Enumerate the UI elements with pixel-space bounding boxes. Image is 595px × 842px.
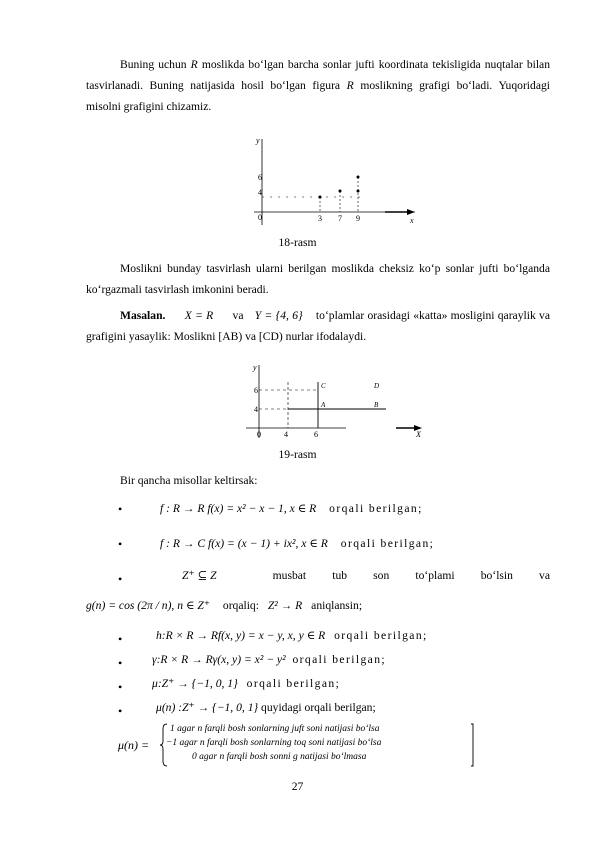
math-expression: f : R → C f(x) = (x − 1) + ix², x ∈ R <box>160 537 328 550</box>
text: orqali berilgan; <box>246 677 341 690</box>
example-label: Masalan. <box>120 309 166 322</box>
bullet-icon: • <box>118 680 123 694</box>
tick-y-6: 6 <box>258 173 262 182</box>
figure-19 <box>246 360 436 440</box>
point-D-label: D <box>374 382 380 390</box>
text: to‘plamlar orasidagi «katta» mosligini qaraylik va grafigini yasaylik: Moslikni [AB) va [CD) nurlar ifodalaydi. <box>86 309 550 343</box>
text: tub <box>332 569 348 582</box>
text: moslikning grafigi bo‘ladi. Yuqoridagi misolni grafigini chizamiz. <box>86 79 550 113</box>
math-R: R <box>346 79 354 92</box>
text: aniqlansin; <box>311 599 363 612</box>
list-item <box>152 650 584 670</box>
text: moslikda bo‘lgan barcha sonlar jufti koordinata tekisligida nuqtalar bilan tasvirlanadi. Buning natijasida hosil bo‘lgan figura <box>86 58 551 92</box>
tick-x-9: 9 <box>356 214 360 223</box>
point <box>357 190 360 193</box>
tick-x-4: 4 <box>284 430 288 439</box>
paragraph-intro <box>86 54 550 117</box>
text: quyidagi orqali berilgan; <box>261 701 376 714</box>
bullet-icon: • <box>118 537 123 551</box>
page-number: 27 <box>291 780 304 793</box>
paragraph-2: Moslikni bunday tasvirlash ularni berilgan moslikda cheksiz ko‘p sonlar jufti bo‘lganda ko‘rgazmali tasvirlash imkonini beradi. <box>86 262 550 296</box>
text: va <box>232 309 244 322</box>
math-expression: Z² → R <box>267 599 303 612</box>
math-expression: Z⁺ ⊆ Z <box>182 569 217 582</box>
origin-label: 0 <box>257 430 261 439</box>
math-R: R <box>190 58 198 71</box>
bullet-icon: • <box>118 632 123 646</box>
formula-lhs: μ(n) = <box>118 738 150 752</box>
paragraph-example <box>86 305 550 347</box>
tick-y-6: 6 <box>254 386 258 395</box>
bullet-icon: • <box>118 502 123 516</box>
text: orqali berilgan; <box>292 653 387 666</box>
tick-x-3: 3 <box>318 214 322 223</box>
text: orqali berilgan; <box>334 629 428 642</box>
point-C-label: C <box>321 382 326 390</box>
point-B-label: B <box>374 401 379 409</box>
formula-case-1: 1 agar n farqli bosh sonlarning juft soni natijasi bo‘lsa <box>170 724 380 734</box>
math-expression: μ(n) :Z⁺ → {−1, 0, 1} <box>156 701 259 714</box>
text: orqali berilgan; <box>340 537 435 550</box>
x-axis-label: x <box>410 216 414 225</box>
piecewise-formula <box>118 722 498 768</box>
list-item <box>160 499 592 519</box>
bullet-icon: • <box>118 572 123 586</box>
y-axis-label: y <box>253 363 257 372</box>
formula-case-3: 0 agar n farqli bosh sonni g natijasi bo‘lmasa <box>192 752 367 762</box>
formula-case-2: −1 agar n farqli bosh sonlarning toq soni natijasi bo‘lsa <box>166 738 382 748</box>
math-expression: h:R × R → Rf(x, y) = x − y, x, y ∈ R <box>156 629 326 642</box>
list-item <box>156 698 588 718</box>
y-axis-label: y <box>256 136 260 145</box>
list-item <box>152 674 584 694</box>
bullet-icon: • <box>118 656 123 670</box>
math-expression: f : R → R f(x) = x² − x − 1, x ∈ R <box>160 502 317 515</box>
text: son <box>373 569 390 582</box>
list-item-continued <box>86 596 518 616</box>
text: bo‘lsin <box>480 569 513 582</box>
point-A-label: A <box>321 401 326 409</box>
right-brace-icon <box>470 723 476 767</box>
figure-18 <box>250 133 430 228</box>
math-x-eq: X = R <box>184 309 214 322</box>
text: va <box>539 569 550 582</box>
math-y-eq: Y = {4, 6} <box>254 309 303 322</box>
text: orqali berilgan; <box>329 502 423 515</box>
tick-y-4: 4 <box>254 405 258 414</box>
figure-18-caption: 18-rasm <box>278 236 317 249</box>
tick-y-4: 4 <box>258 188 262 197</box>
tick-x-7: 7 <box>338 214 342 223</box>
origin-label: 0 <box>258 213 262 222</box>
text: Buning uchun <box>120 58 187 71</box>
list-item <box>150 566 550 586</box>
point <box>357 176 360 179</box>
figure-19-caption: 19-rasm <box>278 448 317 461</box>
bullet-icon: • <box>118 704 123 718</box>
point <box>319 196 322 199</box>
x-axis-label: X <box>416 430 421 439</box>
math-expression: μ:Z⁺ → {−1, 0, 1} <box>152 677 238 690</box>
point <box>339 190 342 193</box>
math-expression: γ:R × R → Rγ(x, y) = x² − y² <box>152 653 286 666</box>
list-item <box>160 534 592 554</box>
text: musbat <box>272 569 307 582</box>
text: to‘plami <box>415 569 455 582</box>
paragraph-examples-intro: Bir qancha misollar keltirsak: <box>120 474 258 487</box>
math-expression: g(n) = cos (2π / n), n ∈ Z⁺ <box>86 599 210 612</box>
text: orqaliq: <box>222 599 259 612</box>
tick-x-6: 6 <box>314 430 318 439</box>
list-item <box>156 626 588 646</box>
